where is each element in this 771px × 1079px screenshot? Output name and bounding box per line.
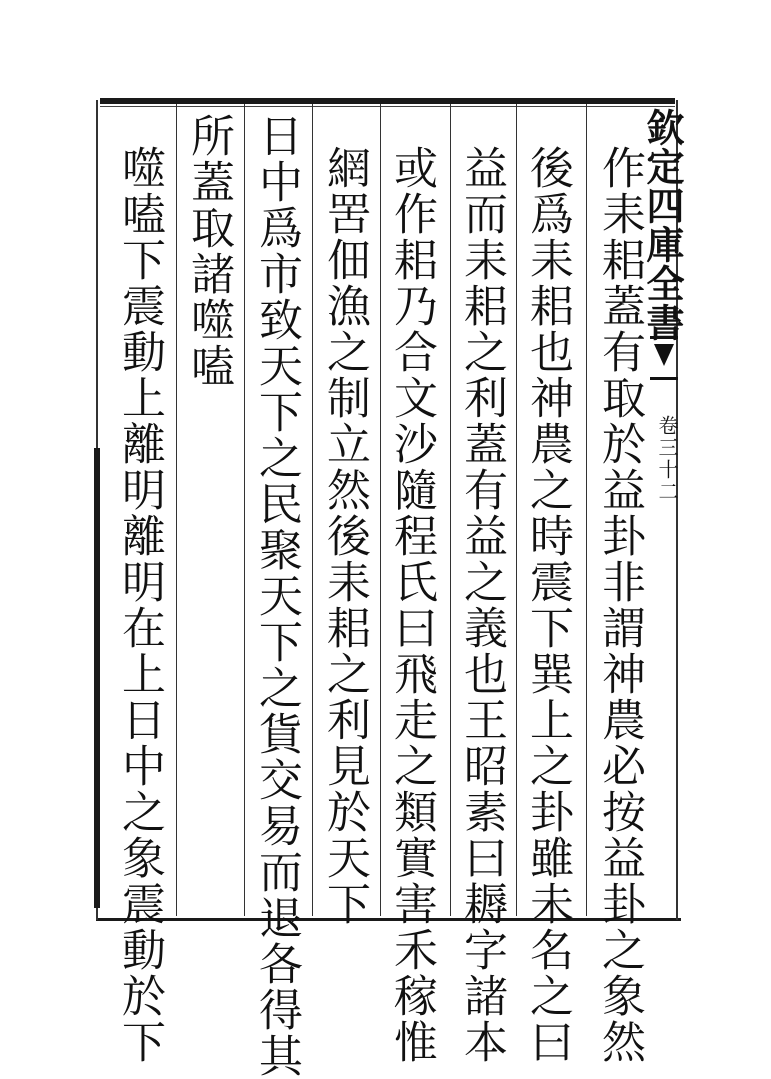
text-column-8: 噬嗑下震動上離明離明在上日中之象震動於下 bbox=[114, 145, 165, 1065]
text-column-5: 網罟佃漁之制立然後耒耜之利見於天下 bbox=[319, 145, 370, 927]
text-column-6: 日中爲市致天下之民聚天下之貨交易而退各得其 bbox=[251, 113, 302, 1079]
book-title: 欽定四庫全書 bbox=[640, 108, 685, 342]
volume-number: 卷三十二 bbox=[655, 415, 679, 503]
column-divider bbox=[380, 104, 381, 916]
text-column-2: 後爲耒耜也神農之時震下巽上之卦雖未名之曰 bbox=[522, 145, 573, 1065]
column-divider bbox=[450, 104, 451, 916]
text-column-3: 益而耒耜之利蓋有益之義也王昭素曰耨字諸本 bbox=[456, 145, 507, 1065]
column-divider bbox=[312, 104, 313, 916]
text-column-7: 所蓋取諸噬嗑 bbox=[183, 113, 234, 389]
column-divider bbox=[244, 104, 245, 916]
column-divider bbox=[586, 104, 587, 916]
fishtail-mark-icon bbox=[650, 336, 678, 380]
top-border bbox=[100, 98, 675, 104]
text-column-1: 作耒耜蓋有取於益卦非謂神農必按益卦之象然 bbox=[594, 145, 645, 1065]
text-column-4: 或作耜乃合文沙隨程氏曰飛走之類實害禾稼惟 bbox=[386, 145, 437, 1065]
column-divider bbox=[176, 104, 177, 916]
top-border-inner bbox=[100, 106, 675, 107]
column-divider bbox=[516, 104, 517, 916]
left-border-heavy bbox=[94, 448, 100, 908]
